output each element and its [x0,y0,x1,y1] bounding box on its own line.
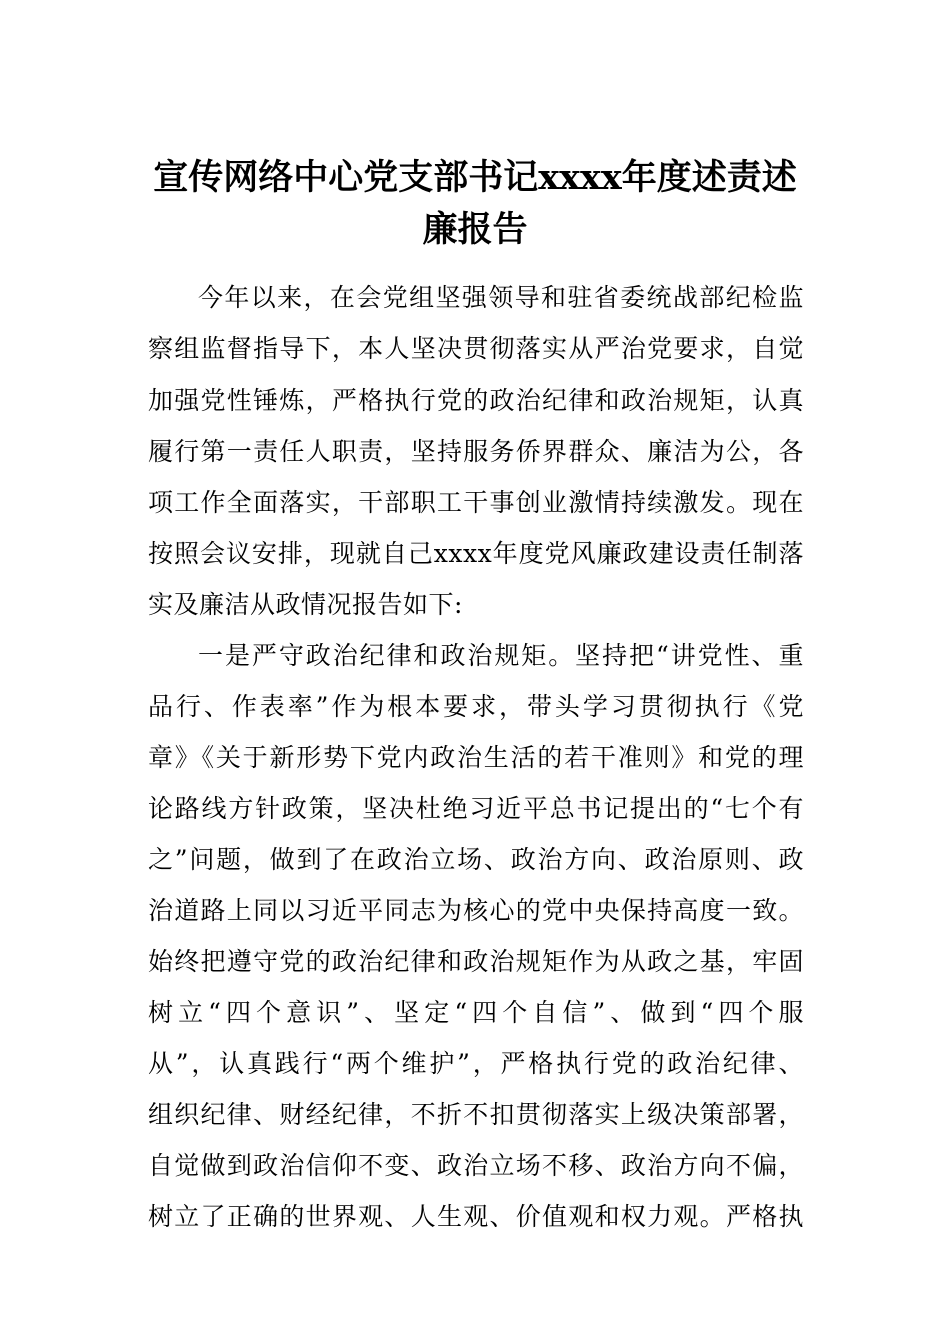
paragraph-line: 今年以来，在会党组坚强领导和驻省委统战部纪检监 [198,283,804,312]
paragraph-line: 树立了正确的世界观、人生观、价值观和权力观。严格执 [148,1202,804,1231]
document-title-line-2: 廉报告 [422,209,528,250]
paragraph-line: 履行第一责任人职责，坚持服务侨界群众、廉洁为公，各 [148,437,804,466]
paragraph-line: 论路线方针政策，坚决杜绝习近平总书记提出的“七个有 [148,794,804,823]
paragraph-line: 一是严守政治纪律和政治规矩。坚持把“讲党性、重 [198,641,804,670]
paragraph-line: 始终把遵守党的政治纪律和政治规矩作为从政之基，牢固 [148,947,804,976]
paragraph-line: 加强党性锤炼，严格执行党的政治纪律和政治规矩，认真 [148,386,804,415]
paragraph-line: 实及廉洁从政情况报告如下: [148,590,463,619]
paragraph-line: 按照会议安排，现就自己xxxx年度党风廉政建设责任制落 [148,539,804,568]
paragraph-line: 项工作全面落实，干部职工干事创业激情持续激发。现在 [148,488,804,517]
paragraph-line: 治道路上同以习近平同志为核心的党中央保持高度一致。 [148,896,804,925]
document-title-line-1: 宣传网络中心党支部书记xxxx年度述责述 [153,157,797,198]
paragraph-line: 品行、作表率”作为根本要求，带头学习贯彻执行《党 [148,692,804,721]
paragraph-line: 章》《关于新形势下党内政治生活的若干准则》和党的理 [148,743,804,772]
paragraph-line: 从”，认真践行“两个维护”，严格执行党的政治纪律、 [148,1049,804,1078]
paragraph-line: 树立“四个意识”、坚定“四个自信”、做到“四个服 [148,998,804,1027]
paragraph-line: 自觉做到政治信仰不变、政治立场不移、政治方向不偏， [148,1151,804,1180]
paragraph-line: 组织纪律、财经纪律，不折不扣贯彻落实上级决策部署， [148,1100,804,1129]
paragraph-line: 之”问题，做到了在政治立场、政治方向、政治原则、政 [148,845,804,874]
paragraph-line: 察组监督指导下，本人坚决贯彻落实从严治党要求，自觉 [148,334,804,363]
